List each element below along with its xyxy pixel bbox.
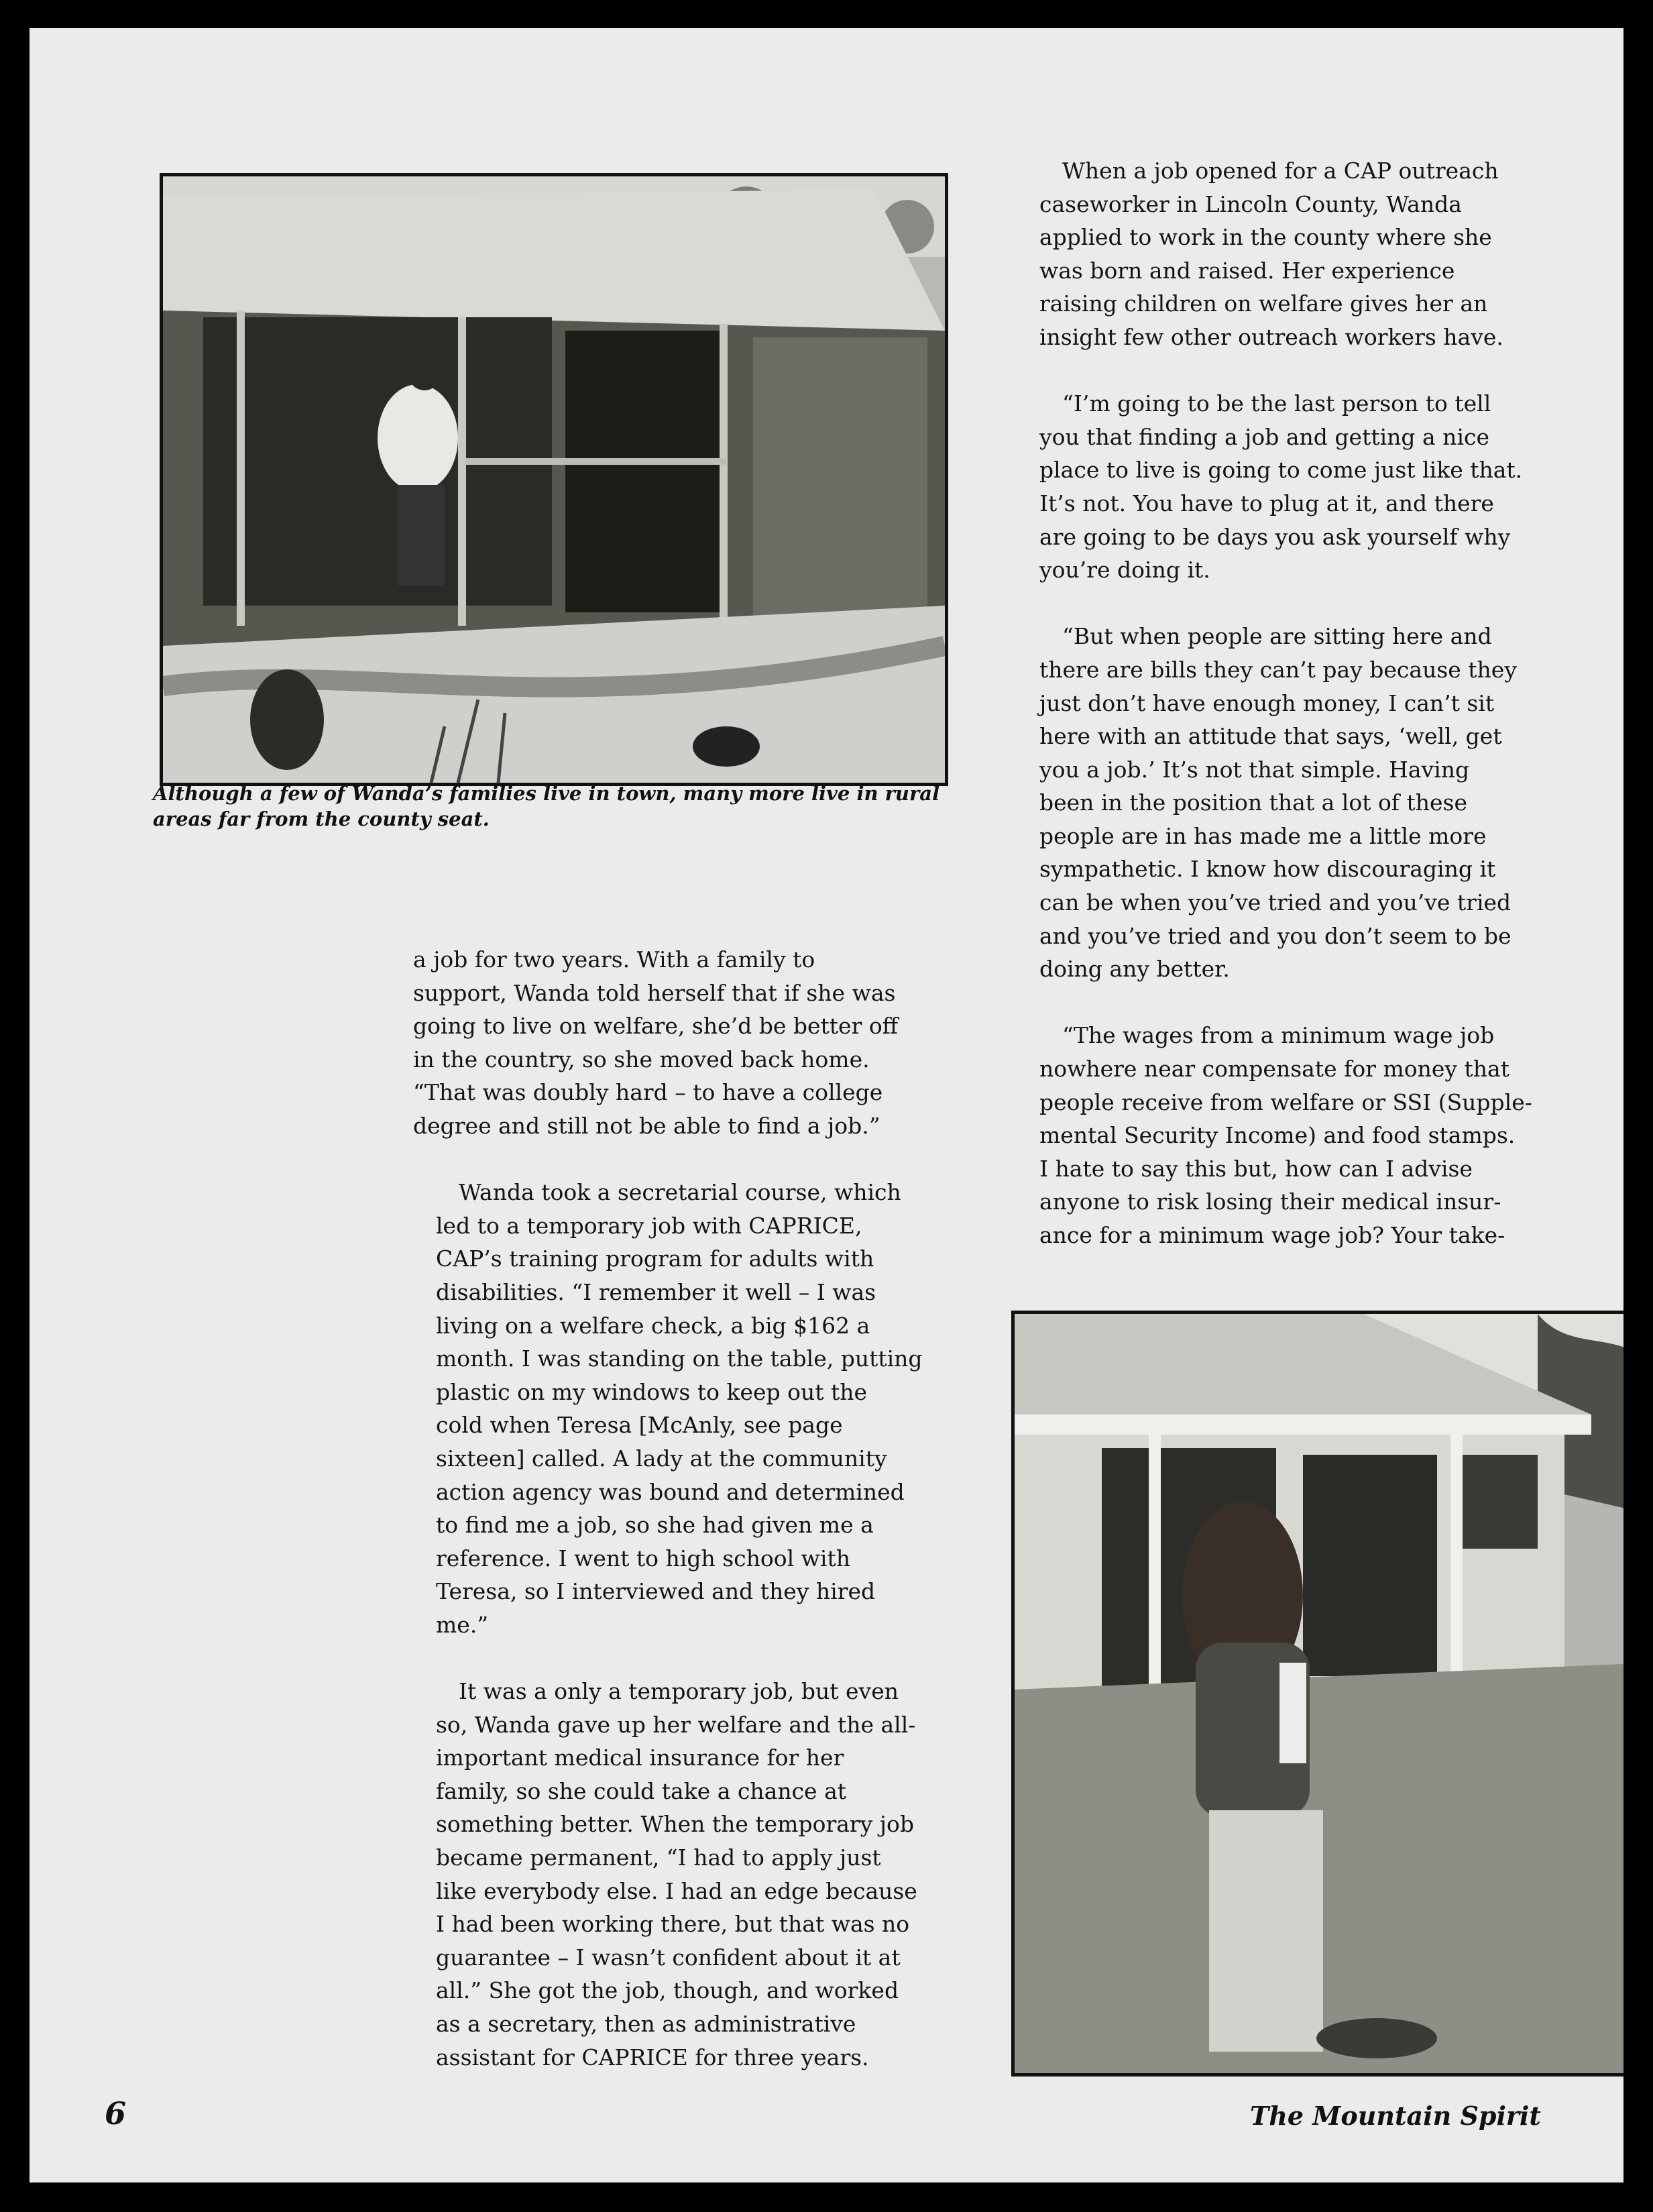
text-line: sympathetic. I know how discouraging it <box>1039 856 1496 883</box>
middle-column <box>413 943 950 2107</box>
text-line: Teresa, so I interviewed and they hired <box>436 1578 876 1605</box>
text-line: place to live is going to come just like that. <box>1039 457 1523 484</box>
text-line: mental Security Income) and food stamps. <box>1039 1122 1516 1149</box>
text-line: you’re doing it. <box>1039 557 1210 584</box>
house-photo <box>160 173 948 786</box>
house-photo-icon <box>163 176 945 783</box>
right-column <box>1017 154 1593 1285</box>
text-line: family, so she could take a chance at <box>436 1777 847 1804</box>
text-line: action agency was bound and determined <box>436 1478 905 1505</box>
text-line: month. I was standing on the table, putting <box>436 1345 923 1372</box>
text-line: been in the position that a lot of these <box>1039 789 1468 816</box>
text-line: all.” She got the job, though, and worked <box>436 1977 899 2004</box>
text-line: guarantee – I wasn’t confident about it at <box>436 1944 901 1971</box>
text-line: “I’m going to be the last person to tell <box>1062 390 1491 417</box>
text-line: something better. When the temporary job <box>436 1811 915 1838</box>
text-line: support, Wanda told herself that if she was <box>413 979 896 1006</box>
text-line: me.” <box>436 1611 489 1638</box>
text-line: degree and still not be able to find a job.” <box>413 1112 880 1139</box>
text-line: anyone to risk losing their medical insur- <box>1039 1188 1501 1215</box>
text-line: It’s not. You have to plug at it, and there <box>1039 490 1494 516</box>
text-line: sixteen] called. A lady at the community <box>436 1445 887 1472</box>
text-line: caseworker in Lincoln County, Wanda <box>1039 190 1462 217</box>
girl-photo-icon <box>1015 1314 1623 2073</box>
text-line: disabilities. “I remember it well – I was <box>436 1278 876 1305</box>
text-line: Wanda took a secretarial course, which <box>459 1179 901 1206</box>
paragraph <box>1017 387 1593 587</box>
text-line: living on a welfare check, a big $162 a <box>436 1312 870 1339</box>
text-line: assistant for CAPRICE for three years. <box>436 2044 869 2070</box>
paragraph <box>413 1675 950 2074</box>
text-line: When a job opened for a CAP outreach <box>1062 158 1499 184</box>
text-line: so, Wanda gave up her welfare and the all- <box>436 1711 916 1738</box>
caption-line: areas far from the county seat. <box>153 808 490 830</box>
text-line: CAP’s training program for adults with <box>436 1246 874 1272</box>
text-line: doing any better. <box>1039 956 1230 983</box>
paragraph <box>413 1176 950 1641</box>
text-line: you a job.’ It’s not that simple. Having <box>1039 756 1470 783</box>
text-line: I had been working there, but that was no <box>436 1911 910 1938</box>
text-line: ance for a minimum wage job? Your take- <box>1039 1222 1505 1248</box>
text-line: led to a temporary job with CAPRICE, <box>436 1212 862 1239</box>
photo-caption <box>153 781 944 832</box>
text-line: raising children on welfare gives her an <box>1039 290 1488 317</box>
text-line: nowhere near compensate for money that <box>1039 1056 1509 1083</box>
paragraph <box>1017 620 1593 986</box>
text-line: “That was doubly hard – to have a college <box>413 1079 883 1106</box>
text-line: are going to be days you ask yourself why <box>1039 523 1511 550</box>
girl-photo <box>1011 1311 1623 2077</box>
text-line: I hate to say this but, how can I advise <box>1039 1155 1473 1182</box>
text-line: you that finding a job and getting a nice <box>1039 423 1490 450</box>
text-line: reference. I went to high school with <box>436 1545 850 1571</box>
text-line: It was a only a temporary job, but even <box>459 1678 899 1705</box>
paragraph <box>413 943 950 1143</box>
text-line: here with an attitude that says, ‘well, get <box>1039 723 1502 750</box>
text-line: plastic on my windows to keep out the <box>436 1378 868 1405</box>
page-number: 6 <box>105 2095 127 2132</box>
text-line: applied to work in the county where she <box>1039 224 1492 251</box>
text-line: became permanent, “I had to apply just <box>436 1844 881 1871</box>
paragraph <box>1017 154 1593 354</box>
text-line: going to live on welfare, she’d be better off <box>413 1013 899 1040</box>
text-line: people receive from welfare or SSI (Supple- <box>1039 1089 1532 1115</box>
text-line: “The wages from a minimum wage job <box>1062 1022 1495 1049</box>
text-line: just don’t have enough money, I can’t sit <box>1039 689 1495 716</box>
text-line: a job for two years. With a family to <box>413 946 815 973</box>
text-line: important medical insurance for her <box>436 1745 844 1771</box>
text-line: to find me a job, so she had given me a <box>436 1512 874 1539</box>
text-line: people are in has made me a little more <box>1039 822 1487 849</box>
text-line: and you’ve tried and you don’t seem to be <box>1039 922 1512 949</box>
text-line: in the country, so she moved back home. <box>413 1046 870 1072</box>
caption-line: Although a few of Wanda’s families live in town, many more live in rural <box>153 782 940 805</box>
text-line: cold when Teresa [McAnly, see page <box>436 1412 843 1439</box>
text-line: there are bills they can’t pay because they <box>1039 656 1517 683</box>
text-line: was born and raised. Her experience <box>1039 257 1455 284</box>
publication-name: The Mountain Spirit <box>1250 2101 1541 2131</box>
paragraph <box>1017 1019 1593 1252</box>
text-line: can be when you’ve tried and you’ve tried <box>1039 889 1512 916</box>
text-line: “But when people are sitting here and <box>1062 623 1492 650</box>
text-line: insight few other outreach workers have. <box>1039 323 1503 350</box>
text-line: like everybody else. I had an edge because <box>436 1877 917 1904</box>
text-line: as a secretary, then as administrative <box>436 2011 856 2037</box>
magazine-page <box>30 28 1623 2182</box>
